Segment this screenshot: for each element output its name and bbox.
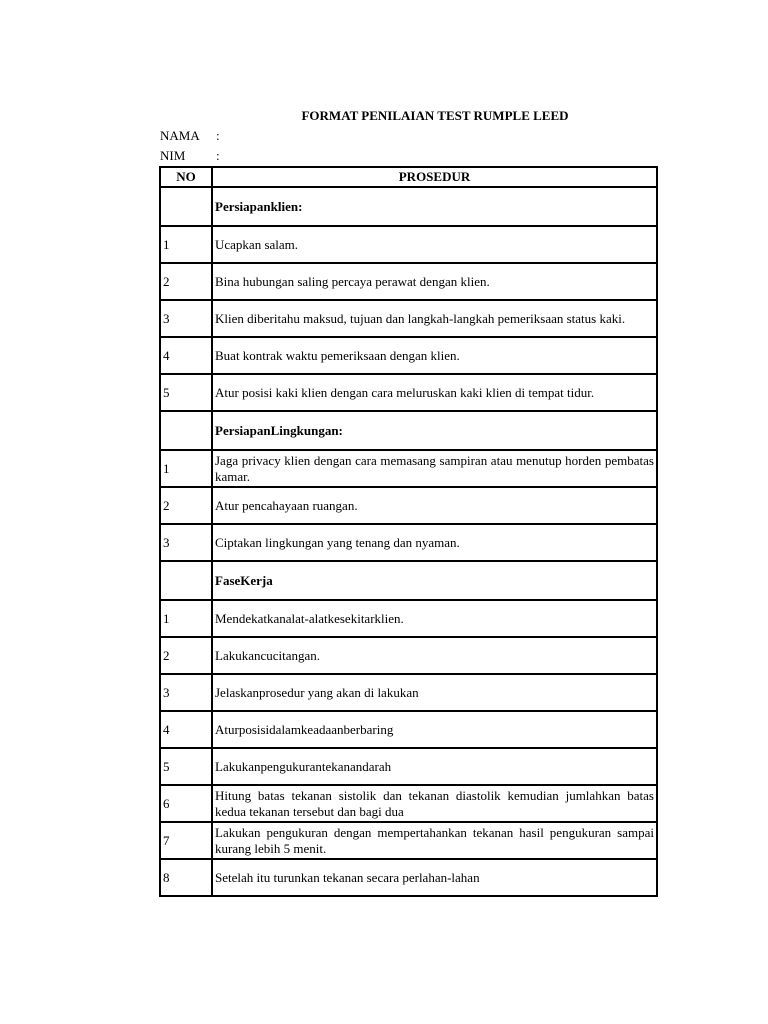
table-row [160,711,657,748]
row-number: 4 [160,711,212,748]
field-nim [160,148,220,164]
table-row [160,300,657,337]
field-nama-separator: : [216,128,220,143]
row-number: 8 [160,859,212,896]
procedure-step: Klien diberitahu maksud, tujuan dan langkah-langkah pemeriksaan status kaki. [212,300,657,337]
procedure-step: Buat kontrak waktu pemeriksaan dengan klien. [212,337,657,374]
table-body [160,187,657,896]
row-number: 2 [160,487,212,524]
table-row [160,600,657,637]
row-number: 6 [160,785,212,822]
procedure-step: Jelaskanprosedur yang akan di lakukan [212,674,657,711]
procedure-step: Atur posisi kaki klien dengan cara meluruskan kaki klien di tempat tidur. [212,374,657,411]
field-nama [160,128,220,144]
procedure-step: Atur pencahayaan ruangan. [212,487,657,524]
header-no: NO [160,167,212,187]
row-number [160,561,212,600]
procedure-step: Lakukancucitangan. [212,637,657,674]
row-number: 2 [160,263,212,300]
procedure-step: Hitung batas tekanan sistolik dan tekanan diastolik kemudian jumlahkan batas kedua tekanan tersebut dan bagi dua [212,785,657,822]
table-row [160,785,657,822]
procedure-step: Aturposisidalamkeadaanberbaring [212,711,657,748]
procedure-step: Lakukan pengukuran dengan mempertahankan tekanan hasil pengukuran sampai kurang lebih 5 menit. [212,822,657,859]
procedure-step: Lakukanpengukurantekanandarah [212,748,657,785]
row-number [160,411,212,450]
section-row [160,561,657,600]
procedure-step: Bina hubungan saling percaya perawat dengan klien. [212,263,657,300]
row-number: 3 [160,674,212,711]
table-header-row [160,167,657,187]
row-number: 3 [160,300,212,337]
table-row [160,748,657,785]
procedure-step: Ucapkan salam. [212,226,657,263]
procedure-step: Jaga privacy klien dengan cara memasang sampiran atau menutup horden pembatas kamar. [212,450,657,487]
section-row [160,187,657,226]
row-number: 2 [160,637,212,674]
table-row [160,450,657,487]
table-row [160,337,657,374]
field-nama-label: NAMA [160,128,200,143]
field-nim-separator: : [216,148,220,163]
row-number: 4 [160,337,212,374]
table-row [160,822,657,859]
table-row [160,674,657,711]
document-title: FORMAT PENILAIAN TEST RUMPLE LEED [301,108,569,123]
header-prosedur: PROSEDUR [212,167,657,187]
section-row [160,411,657,450]
table-row [160,859,657,896]
table-row [160,263,657,300]
row-number: 1 [160,450,212,487]
row-number: 5 [160,374,212,411]
row-number: 3 [160,524,212,561]
row-number: 1 [160,600,212,637]
procedure-step: Mendekatkanalat-alatkesekitarklien. [212,600,657,637]
row-number: 5 [160,748,212,785]
section-heading: FaseKerja [212,561,657,600]
table-row [160,487,657,524]
procedure-step: Ciptakan lingkungan yang tenang dan nyaman. [212,524,657,561]
row-number: 1 [160,226,212,263]
field-nim-label: NIM [160,148,186,163]
procedure-step: Setelah itu turunkan tekanan secara perlahan-lahan [212,859,657,896]
table-row [160,637,657,674]
section-heading: Persiapanklien: [212,187,657,226]
table-row [160,374,657,411]
table-row [160,226,657,263]
table-row [160,524,657,561]
row-number [160,187,212,226]
procedure-table [159,166,658,897]
row-number: 7 [160,822,212,859]
section-heading: PersiapanLingkungan: [212,411,657,450]
